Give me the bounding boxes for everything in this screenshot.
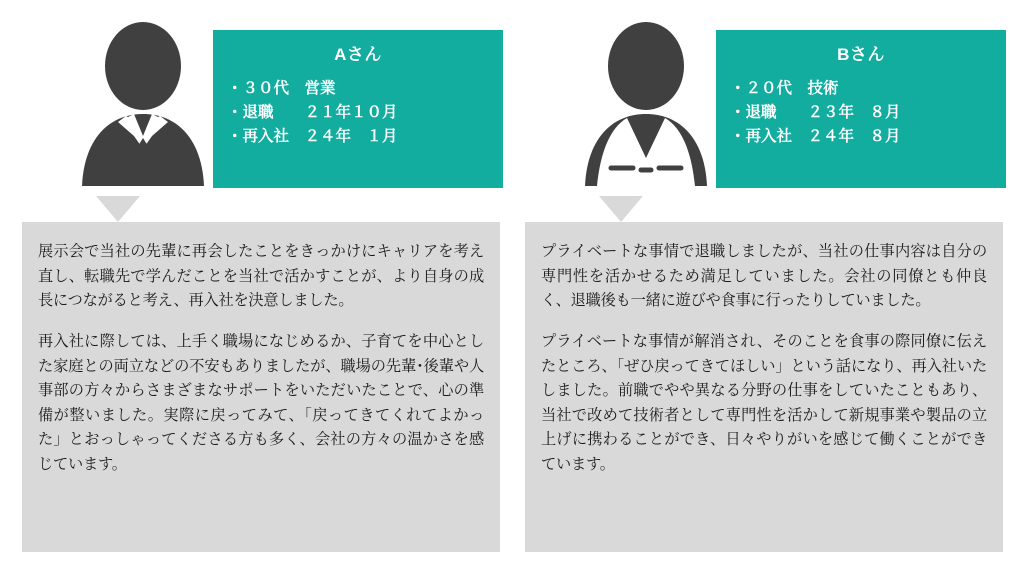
comment-paragraph: 再入社に際しては、上手く職場になじめるか、子育てを中心とした家庭との両立などの不安もありましたが、職場の先輩･後輩や人事部の方々からさまざまなサポートをいただいたことで、心の準備が整いました。実際に戻ってみて、「戻ってきてくれてよかった」とおっしゃってくださる方も多く、会社の方々の温かさを感じています。 xyxy=(38,332,484,473)
person-detail-age-role-a: ・３０代 営業 xyxy=(227,80,336,97)
person-silhouette-shirt-icon xyxy=(581,18,711,188)
person-name-a: Aさん xyxy=(334,45,382,64)
info-box-a xyxy=(213,30,503,188)
person-detail-rejoin-a: ・再入社 ２４年 １月 xyxy=(227,128,398,146)
person-detail-resign-b: ・退職 ２３年 ８月 xyxy=(730,104,901,122)
comment-paragraph: プライベートな事情が解消され、そのことを食事の際同僚に伝えたところ、「ぜひ戻ってきてほしい」という話になり、再入社いたしました。前職でやや異なる分野の仕事をしていたこともあり、当社で改めて技術者として専門性を活かして新規事業や製品の立上げに携わることができ、日々やりがいを感じて働くことができています。 xyxy=(541,332,987,473)
person-detail-resign-a: ・退職 ２１年１０月 xyxy=(227,104,398,122)
profile-header-a xyxy=(18,18,503,188)
comment-paragraph: 展示会で当社の先輩に再会したことをきっかけにキャリアを考え直し、転職先で学んだことを当社で活かすことが、より自身の成長につながると考え、再入社を決意しました。 xyxy=(38,243,484,310)
person-card-b xyxy=(521,0,1006,576)
person-silhouette-suit-icon xyxy=(78,18,208,188)
person-detail-age-role-b: ・２０代 技術 xyxy=(730,80,839,97)
profile-header-b xyxy=(521,18,1006,188)
pointer-arrow-a xyxy=(96,196,140,222)
person-detail-rejoin-b: ・再入社 ２４年 ８月 xyxy=(730,128,901,146)
comment-box-b xyxy=(525,222,1003,552)
person-name-b: Bさん xyxy=(837,45,885,64)
person-card-a xyxy=(18,0,503,576)
comment-box-a xyxy=(22,222,500,552)
pointer-arrow-b xyxy=(599,196,643,222)
info-box-b xyxy=(716,30,1006,188)
comment-paragraph: プライベートな事情で退職しましたが、当社の仕事内容は自分の専門性を活かせるため満足していました。会社の同僚とも仲良く、退職後も一緒に遊びや食事に行ったりしていました。 xyxy=(541,243,987,310)
